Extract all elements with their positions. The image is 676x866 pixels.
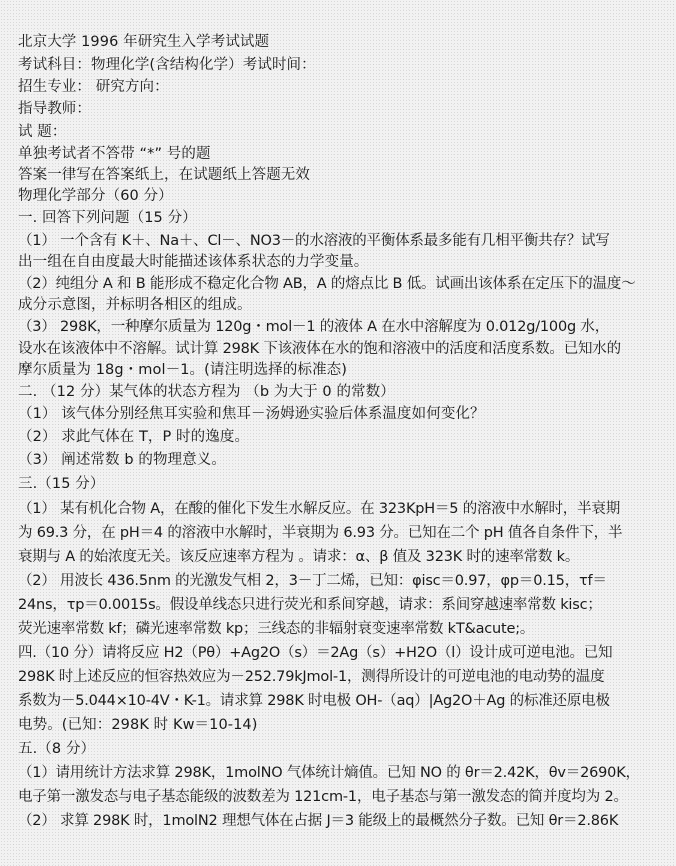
q4-line-4: 电势。(已知：298K 时 Kw＝10-14) xyxy=(18,717,258,733)
advisor-line: 指导教师： xyxy=(18,101,91,117)
q3-heading: 三.（15 分） xyxy=(18,476,105,492)
q3-2-line-1: （2） 用波长 436.5nm 的光激发气相 2，3－丁二烯，已知：φisc＝0.97，φp＝0.15，τf＝ xyxy=(18,573,607,589)
major-line: 招生专业： 研究方向： xyxy=(18,79,169,95)
exam-title: 北京大学 1996 年研究生入学考试试题 xyxy=(18,34,270,50)
q1-heading: 一. 回答下列问题（15 分） xyxy=(18,210,197,226)
q5-1-line-2: 电子第一激发态与电子基态能级的波数差为 121cm-1，电子基态与第一激发态的简并度均为 2。 xyxy=(18,789,628,805)
q1-3-line-3: 摩尔质量为 18g・mol－1。(请注明选择的标准态) xyxy=(18,362,348,378)
q5-2-line-1: （2） 求算 298K 时，1molN2 理想气体在占据 J＝3 能级上的最概然分子数。已知 θr＝2.86K xyxy=(18,813,619,829)
q2-heading: 二. （12 分）某气体的状态方程为 （b 为大于 0 的常数） xyxy=(18,384,395,400)
q5-1-line-1: （1）请用统计方法求算 298K，1molNO 气体统计熵值。已知 NO 的 θr＝2.42K，θv＝2690K， xyxy=(18,765,640,781)
q2-1: （1） 该气体分别经焦耳实验和焦耳－汤姆逊实验后体系温度如何变化？ xyxy=(18,406,485,422)
q1-2-line-2: 成分示意图，并标明各相区的组成。 xyxy=(18,297,252,313)
q3-1-line-1: （1） 某有机化合物 A，在酸的催化下发生水解反应。在 323KpH＝5 的溶液中水解时，半衰期 xyxy=(18,501,620,517)
q2-3: （3） 阐述常数 b 的物理意义。 xyxy=(18,452,226,468)
q2-2: （2） 求此气体在 T，P 时的逸度。 xyxy=(18,429,250,445)
q1-2-line-1: （2）纯组分 A 和 B 能形成不稳定化合物 AB，A 的熔点比 B 低。试画出该体系在定压下的温度～ xyxy=(18,276,636,292)
q1-1-line-1: （1） 一个含有 K＋、Na＋、Cl－、NO3－的水溶液的平衡体系最多能有几相平衡共存？试写 xyxy=(18,233,610,249)
q5-heading: 五.（8 分） xyxy=(18,741,96,757)
instruction-line-1: 单独考试者不答带 “*” 号的题 xyxy=(18,146,211,162)
q3-1-line-3: 衰期与 A 的始浓度无关。该反应速率方程为 。请求：α、β 值及 323K 时的速率常数 k。 xyxy=(18,549,580,565)
q3-2-line-2: 24ns，τp＝0.0015s。假设单线态只进行荧光和系间穿越，请求：系间穿越速率常数 kisc； xyxy=(18,597,602,613)
questions-heading: 试 题： xyxy=(18,124,67,140)
exam-subject-line: 考试科目：物理化学(含结构化学）考试时间： xyxy=(18,57,316,73)
section-heading: 物理化学部分（60 分） xyxy=(18,188,173,204)
q3-1-line-2: 为 69.3 分，在 pH＝4 的溶液中水解时，半衰期为 6.93 分。已知在二个 pH 值各自条件下，半 xyxy=(18,525,623,541)
q1-3-line-1: （3） 298K，一种摩尔质量为 120g・mol－1 的液体 A 在水中溶解度为 0.012g/100g 水， xyxy=(18,319,610,335)
q4-line-2: 298K 时上述反应的恒容热效应为－252.79kJmol-1，测得所设计的可逆电池的电动势的温度 xyxy=(18,669,605,685)
q3-2-line-3: 荧光速率常数 kf；磷光速率常数 kp；三线态的非辐射衰变速率常数 kT&acute;。 xyxy=(18,621,535,637)
q4-line-1: 四.（10 分）请将反应 H2（Pθ）+Ag2O（s）＝2Ag（s）+H2O（l）设计成可逆电池。已知 xyxy=(18,645,613,661)
q1-1-line-2: 出一组在自由度最大时能描述该体系状态的力学变量。 xyxy=(18,254,369,270)
instruction-line-2: 答案一律写在答案纸上，在试题纸上答题无效 xyxy=(18,167,310,183)
q4-line-3: 系数为－5.044×10-4V・K-1。请求算 298K 时电极 OH-（aq）|Ag2O＋Ag 的标准还原电极 xyxy=(18,693,610,709)
q1-3-line-2: 设水在该液体中不溶解。试计算 298K 下该液体在水的饱和溶液中的活度和活度系数。已知水的 xyxy=(18,341,621,357)
